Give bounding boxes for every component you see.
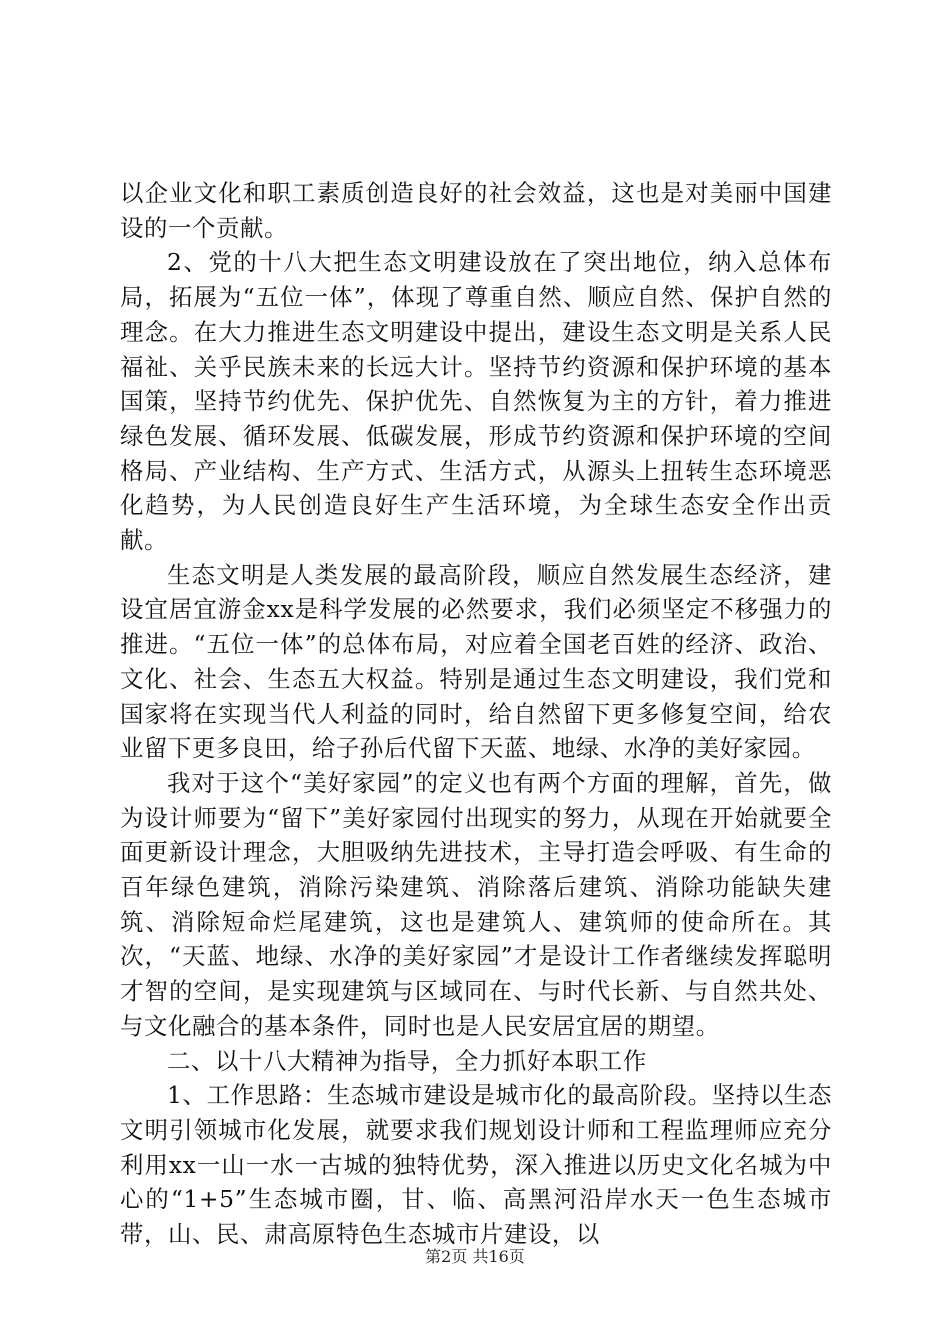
paragraph-beautiful-homeland: 我对于这个“美好家园”的定义也有两个方面的理解，首先，做为设计师要为“留下”美好家园付出现实的努力，从现在开始就要全面更新设计理念，大胆吸纳先进技术，主导打造会呼吸、有生命的百年绿色建筑，消除污染建筑、消除落后建筑、消除功能缺失建筑、消除短命烂尾建筑，这也是建筑人、建筑师的使命所在。其次，“天蓝、地绿、水净的美好家园”才是设计工作者继续发挥聪明才智的空间，是实现建筑与区域同在、与时代长新、与自然共处、与文化融合的基本条件，同时也是人民安居宜居的期望。 [120, 768, 832, 1040]
paragraph-ecological-civilization: 2、党的十八大把生态文明建设放在了突出地位，纳入总体布局，拓展为“五位一体”，体现了尊重自然、顺应自然、保护自然的理念。在大力推进生态文明建设中提出，建设生态文明是关系人民福祉、关乎民族未来的长远大计。坚持节约资源和保护环境的基本国策，坚持节约优先、保护优先、自然恢复为主的方针，着力推进绿色发展、循环发展、低碳发展，形成节约资源和保护环境的空间格局、产业结构、生产方式、生活方式，从源头上扭转生态环境恶化趋势，为人民创造良好生产生活环境，为全球生态安全作出贡献。 [120, 248, 832, 555]
paragraph-work-approach: 1、工作思路：生态城市建设是城市化的最高阶段。坚持以生态文明引领城市化发展，就要求我们规划设计师和工程监理师应充分利用xx一山一水一古城的独特优势，深入推进以历史文化名城为中心的“1+5”生态城市圈，甘、临、高黑河沿岸水天一色生态城市带，山、民、肃高原特色生态城市片建设，以 [120, 1081, 832, 1249]
paragraph-continuation: 以企业文化和职工素质创造良好的社会效益，这也是对美丽中国建设的一个贡献。 [120, 179, 832, 242]
paragraph-five-in-one: 生态文明是人类发展的最高阶段，顺应自然发展生态经济，建设宜居宜游金xx是科学发展的必然要求，我们必须坚定不移强力的推进。“五位一体”的总体布局，对应着全国老百姓的经济、政治、文化、社会、生态五大权益。特别是通过生态文明建设，我们党和国家将在实现当代人利益的同时，给自然留下更多修复空间，给农业留下更多良田，给子孙后代留下天蓝、地绿、水净的美好家园。 [120, 560, 832, 763]
document-body [120, 176, 832, 1252]
section-heading: 二、以十八大精神为指导，全力抓好本职工作 [167, 1046, 647, 1075]
page-footer: 第2页 共16页 [425, 1247, 525, 1266]
